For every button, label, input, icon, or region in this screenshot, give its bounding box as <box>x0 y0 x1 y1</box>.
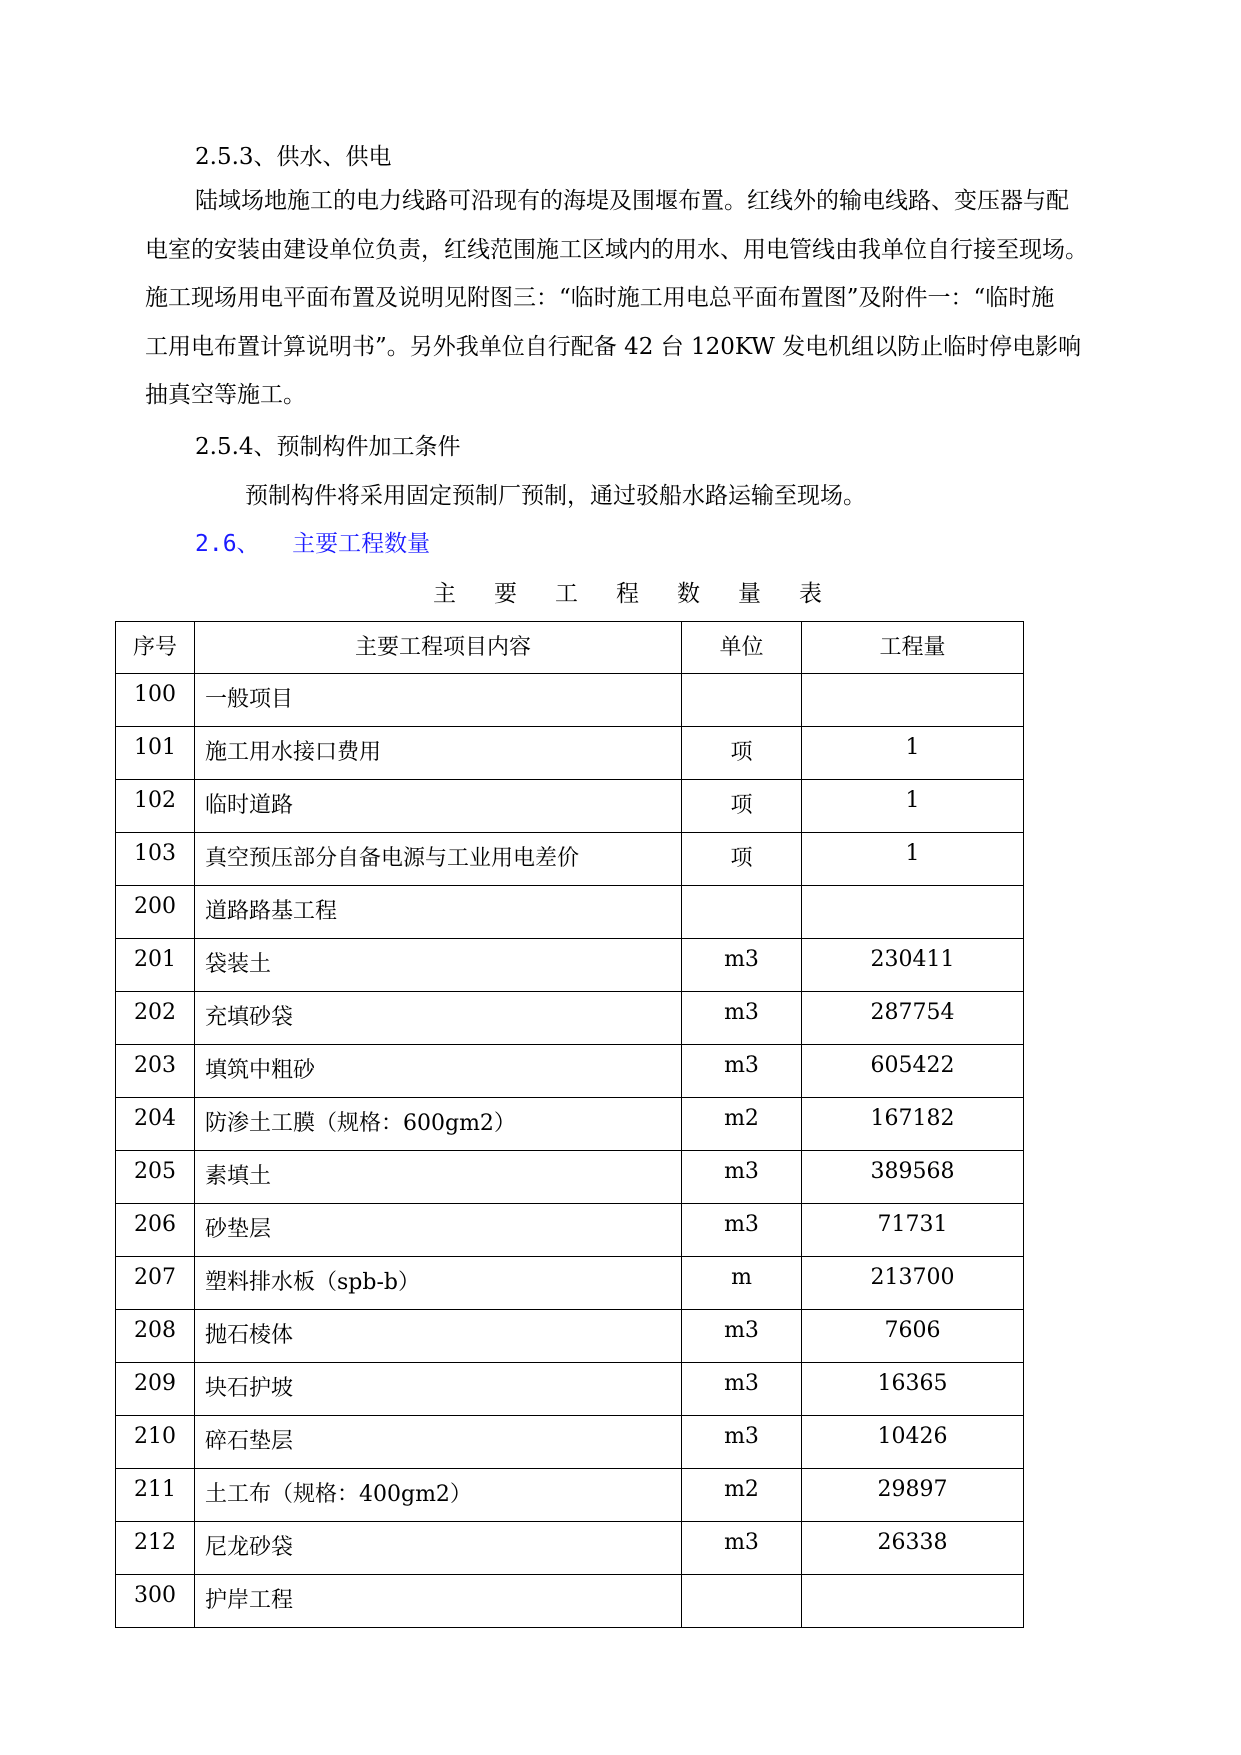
row-item: 施工用水接口费用 <box>195 727 682 780</box>
row-unit: m3 <box>682 1151 802 1204</box>
table-title: 主要工程数量表 <box>433 581 860 607</box>
table-row <box>116 727 1024 780</box>
table-row <box>116 1257 1024 1310</box>
row-item: 砂垫层 <box>195 1204 682 1257</box>
paragraph-line: 陆域场地施工的电力线路可沿现有的海堤及围堰布置。红线外的输电线路、变压器与配 <box>195 188 1069 214</box>
row-item: 填筑中粗砂 <box>195 1045 682 1098</box>
row-no: 205 <box>116 1151 195 1204</box>
row-quantity: 1 <box>802 727 1024 780</box>
table-row <box>116 780 1024 833</box>
row-no: 300 <box>116 1575 195 1628</box>
row-item: 土工布（规格：400gm2） <box>195 1469 682 1522</box>
row-quantity <box>802 886 1024 939</box>
row-unit: m3 <box>682 1045 802 1098</box>
paragraph-precast: 预制构件将采用固定预制厂预制，通过驳船水路运输至现场。 <box>245 483 866 509</box>
row-quantity <box>802 674 1024 727</box>
table-row <box>116 1416 1024 1469</box>
row-unit: 项 <box>682 833 802 886</box>
row-unit: m3 <box>682 1522 802 1575</box>
row-quantity: 10426 <box>802 1416 1024 1469</box>
row-unit: m3 <box>682 1310 802 1363</box>
row-item: 一般项目 <box>195 674 682 727</box>
paragraph-line: 工用电布置计算说明书”。另外我单位自行配备 42 台 120KW 发电机组以防止临时停电影响 <box>145 333 1082 360</box>
row-quantity: 213700 <box>802 1257 1024 1310</box>
row-item: 袋装土 <box>195 939 682 992</box>
row-unit <box>682 1575 802 1628</box>
row-unit: 项 <box>682 780 802 833</box>
table-header-row <box>116 622 1024 674</box>
row-unit: m2 <box>682 1098 802 1151</box>
table-body <box>116 674 1024 1628</box>
row-item: 塑料排水板（spb-b） <box>195 1257 682 1310</box>
row-quantity: 1 <box>802 780 1024 833</box>
row-unit: m <box>682 1257 802 1310</box>
row-unit: m3 <box>682 992 802 1045</box>
table-row <box>116 1469 1024 1522</box>
row-no: 102 <box>116 780 195 833</box>
section-heading-2-5-3: 2.5.3、供水、供电 <box>195 144 392 170</box>
row-no: 201 <box>116 939 195 992</box>
row-no: 207 <box>116 1257 195 1310</box>
row-no: 209 <box>116 1363 195 1416</box>
paragraph-line: 电室的安装由建设单位负责，红线范围施工区域内的用水、用电管线由我单位自行接至现场。 <box>145 236 1088 263</box>
row-no: 204 <box>116 1098 195 1151</box>
row-item: 尼龙砂袋 <box>195 1522 682 1575</box>
header-quantity: 工程量 <box>802 622 1024 674</box>
table-row <box>116 1522 1024 1575</box>
table-row <box>116 674 1024 727</box>
row-unit: m3 <box>682 1363 802 1416</box>
row-unit: m2 <box>682 1469 802 1522</box>
table-row <box>116 1151 1024 1204</box>
row-no: 210 <box>116 1416 195 1469</box>
row-unit <box>682 886 802 939</box>
row-item: 素填土 <box>195 1151 682 1204</box>
row-item: 抛石棱体 <box>195 1310 682 1363</box>
row-quantity: 1 <box>802 833 1024 886</box>
row-no: 100 <box>116 674 195 727</box>
row-no: 211 <box>116 1469 195 1522</box>
row-quantity: 167182 <box>802 1098 1024 1151</box>
table-row <box>116 1098 1024 1151</box>
row-unit: m3 <box>682 939 802 992</box>
row-quantity: 29897 <box>802 1469 1024 1522</box>
row-quantity: 287754 <box>802 992 1024 1045</box>
row-quantity: 605422 <box>802 1045 1024 1098</box>
section-number: 2.6、 <box>195 531 260 557</box>
row-item: 道路路基工程 <box>195 886 682 939</box>
row-quantity: 389568 <box>802 1151 1024 1204</box>
row-no: 208 <box>116 1310 195 1363</box>
row-item: 碎石垫层 <box>195 1416 682 1469</box>
section-heading-2-5-4: 2.5.4、预制构件加工条件 <box>195 434 461 460</box>
row-quantity <box>802 1575 1024 1628</box>
header-unit: 单位 <box>682 622 802 674</box>
header-no: 序号 <box>116 622 195 674</box>
row-item: 护岸工程 <box>195 1575 682 1628</box>
section-heading-2-6 <box>195 525 430 558</box>
row-item: 真空预压部分自备电源与工业用电差价 <box>195 833 682 886</box>
row-unit <box>682 674 802 727</box>
table-row <box>116 833 1024 886</box>
row-no: 200 <box>116 886 195 939</box>
paragraph-line: 施工现场用电平面布置及说明见附图三：“临时施工用电总平面布置图”及附件一：“临时施 <box>145 285 1055 311</box>
row-quantity: 26338 <box>802 1522 1024 1575</box>
row-no: 202 <box>116 992 195 1045</box>
row-quantity: 71731 <box>802 1204 1024 1257</box>
row-unit: 项 <box>682 727 802 780</box>
row-item: 防渗土工膜（规格：600gm2） <box>195 1098 682 1151</box>
table-row <box>116 1575 1024 1628</box>
row-item: 临时道路 <box>195 780 682 833</box>
row-unit: m3 <box>682 1204 802 1257</box>
row-no: 212 <box>116 1522 195 1575</box>
row-unit: m3 <box>682 1416 802 1469</box>
row-item: 充填砂袋 <box>195 992 682 1045</box>
table-row <box>116 1363 1024 1416</box>
table-row <box>116 1204 1024 1257</box>
row-item: 块石护坡 <box>195 1363 682 1416</box>
table-row <box>116 992 1024 1045</box>
table-row <box>116 886 1024 939</box>
paragraph-power-water <box>145 177 1160 420</box>
header-item: 主要工程项目内容 <box>195 622 682 674</box>
section-title: 主要工程数量 <box>292 531 431 557</box>
row-no: 103 <box>116 833 195 886</box>
table-row <box>116 1045 1024 1098</box>
row-no: 203 <box>116 1045 195 1098</box>
row-no: 206 <box>116 1204 195 1257</box>
row-no: 101 <box>116 727 195 780</box>
table-row <box>116 1310 1024 1363</box>
row-quantity: 16365 <box>802 1363 1024 1416</box>
row-quantity: 7606 <box>802 1310 1024 1363</box>
quantity-table <box>115 621 1024 1628</box>
paragraph-line: 抽真空等施工。 <box>145 382 306 408</box>
table-row <box>116 939 1024 992</box>
row-quantity: 230411 <box>802 939 1024 992</box>
